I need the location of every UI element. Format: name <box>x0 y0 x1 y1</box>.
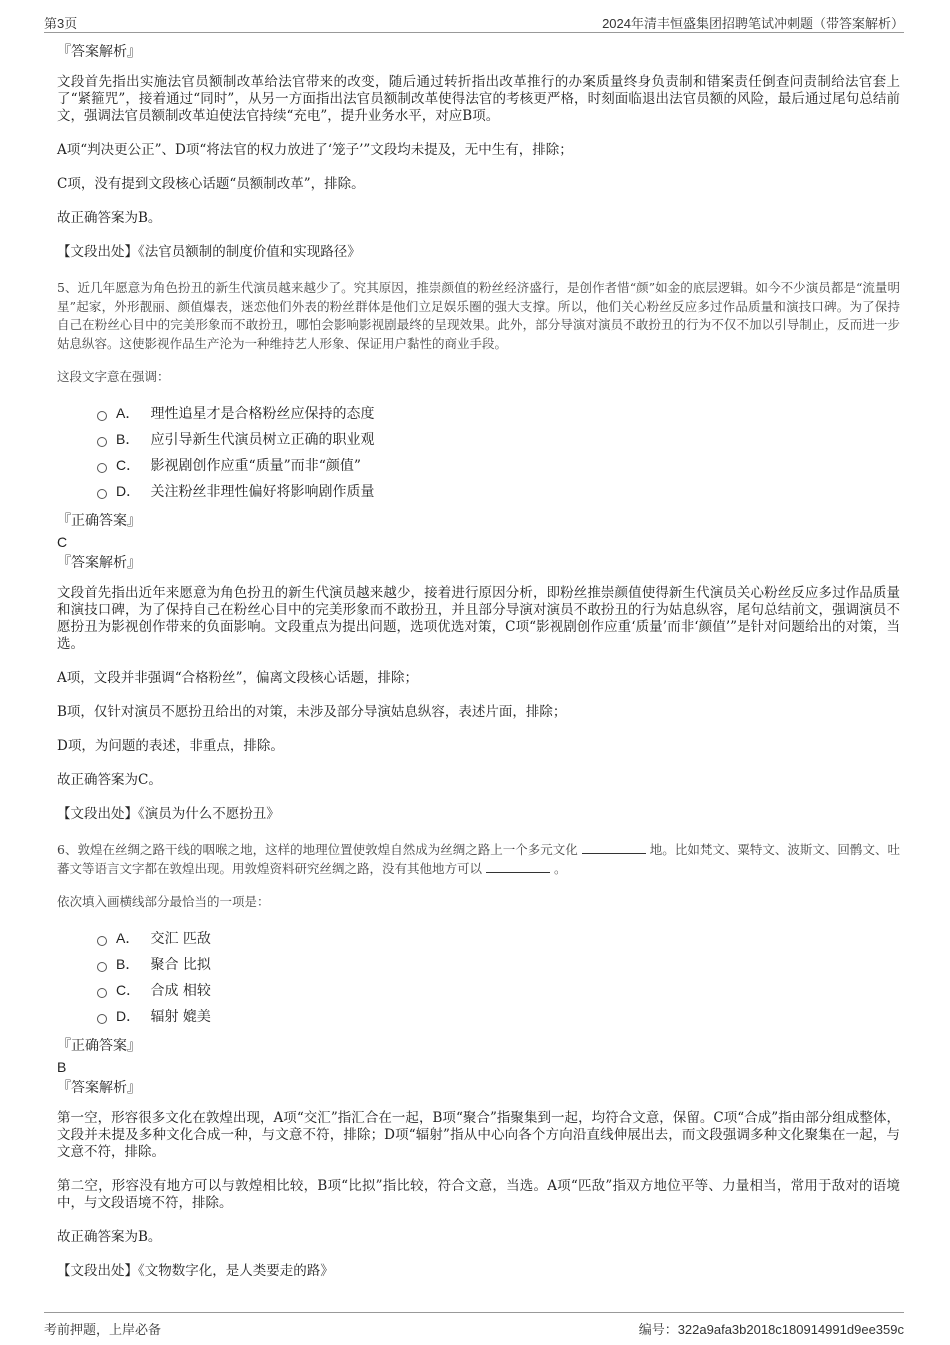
analysis-label: 『答案解析』 <box>57 44 141 60</box>
option-a[interactable] <box>97 403 900 429</box>
passage-source: 【文段出处】《文物数字化，是人类要走的路》 <box>57 1263 334 1279</box>
analysis-paragraph: 文段首先指出近年来愿意为角色扮丑的新生代演员越来越少，接着进行原因分析，即粉丝推崇颜值使得新生代演员关心粉丝反应多过作品质量和演技口碑，为了保持自己在粉丝心目中的完美形象而不敢扮丑，并且部分导演对演员不敢扮丑的行为姑息纵容，尾句总结前文，强调演员不愿扮丑为影视创作带来的负面影响。文段重点为提出问题，选项优选对策，C项“影视剧创作应重‘质量’而非‘颜值’”是针对问题给出的对策，当选。 <box>57 585 900 652</box>
option-b[interactable] <box>97 954 900 980</box>
option-text: 影视剧创作应重“质量”而非“颜值” <box>150 458 362 474</box>
passage-source: 【文段出处】《法官员额制的制度价值和实现路径》 <box>57 244 361 260</box>
fill-blank-1 <box>582 841 646 854</box>
question-5-stem: 5、近几年愿意为角色扮丑的新生代演员越来越少了。究其原因，推崇颜值的粉丝经济盛行，是创作者惜“颜”如金的底层逻辑。如今不少演员都是“流量明星”起家，外形靓丽、颜值爆表，迷恋他们外表的粉丝群体是他们立足娱乐圈的强大支撑。所以，他们关心粉丝反应多过作品质量和演技口碑。为了保持自己在粉丝心目中的完美形象而不敢扮丑，哪怕会影响影视剧最终的呈现效果。此外，部分导演对演员不敢扮丑的行为不仅不加以引导制止，反而进一步姑息纵容。这使影视作品生产沦为一种维持艺人形象、保证用户黏性的商业手段。 <box>57 280 900 351</box>
option-b[interactable] <box>97 429 900 455</box>
analysis-paragraph: A项，文段并非强调“合格粉丝”，偏离文段核心话题，排除； <box>57 670 419 686</box>
analysis-paragraph: B项，仅针对演员不愿扮丑给出的对策，未涉及部分导演姑息纵容，表述片面，排除； <box>57 704 567 720</box>
radio-button-icon[interactable] <box>97 463 107 473</box>
analysis-paragraph: 第二空，形容没有地方可以与敦煌相比较，B项“比拟”指比较，符合文意，当选。A项“匹敌”指双方地位平等、力量相当，常用于敌对的语境中，与文段语境不符，排除。 <box>57 1178 900 1211</box>
option-c[interactable] <box>97 455 900 481</box>
option-text: 辐射 媲美 <box>150 1009 211 1025</box>
analysis-label: 『答案解析』 <box>57 555 141 571</box>
option-letter: C． <box>116 457 141 473</box>
option-letter: A． <box>116 405 140 421</box>
option-text: 聚合 比拟 <box>150 957 211 973</box>
analysis-paragraph: A项“判决更公正”、D项“将法官的权力放进了‘笼子’”文段均未提及，无中生有，排除； <box>57 142 573 158</box>
radio-button-icon[interactable] <box>97 936 107 946</box>
option-text: 交汇 匹敌 <box>150 931 211 947</box>
correct-answer-label: 『正确答案』 <box>57 513 141 529</box>
option-letter: D． <box>116 483 141 499</box>
radio-button-icon[interactable] <box>97 962 107 972</box>
radio-button-icon[interactable] <box>97 437 107 447</box>
correct-answer: C <box>57 534 68 550</box>
option-d[interactable] <box>97 481 900 507</box>
analysis-paragraph: 文段首先指出实施法官员额制改革给法官带来的改变，随后通过转折指出改革推行的办案质量终身负责制和错案责任倒查问责制给法官套上了“紧箍咒”，接着通过“同时”，从另一方面指出法官员额制改革使得法官的考核更严格，时刻面临退出法官员额的风险，最后通过尾句总结前文，强调法官员额制改革迫使法官持续“充电”，提升业务水平，对应B项。 <box>57 74 900 124</box>
option-c[interactable] <box>97 980 900 1006</box>
option-text: 应引导新生代演员树立正确的职业观 <box>150 432 375 448</box>
analysis-conclusion: 故正确答案为C。 <box>57 772 162 788</box>
analysis-conclusion: 故正确答案为B。 <box>57 210 162 226</box>
option-letter: A． <box>116 930 140 946</box>
option-text: 合成 相较 <box>150 983 211 999</box>
option-letter: C． <box>116 982 141 998</box>
analysis-label: 『答案解析』 <box>57 1080 141 1096</box>
option-letter: D． <box>116 1008 141 1024</box>
page-number: 第3页 <box>44 16 78 31</box>
fill-blank-2 <box>486 860 550 873</box>
page-footer <box>44 1312 904 1339</box>
analysis-paragraph: C项，没有提到文段核心话题“员额制改革”，排除。 <box>57 176 365 192</box>
document-body <box>57 42 900 1298</box>
document-id: 编号：322a9afa3b2018c180914991d9ee359c <box>638 1322 904 1337</box>
option-text: 理性追星才是合格粉丝应保持的态度 <box>150 406 375 422</box>
document-title: 2024年清丰恒盛集团招聘笔试冲刺题（带答案解析） <box>602 16 904 31</box>
radio-button-icon[interactable] <box>97 988 107 998</box>
analysis-paragraph: 第一空，形容很多文化在敦煌出现，A项“交汇”指汇合在一起，B项“聚合”指聚集到一起，均符合文意，保留。C项“合成”指由部分组成整体，文段并未提及多种文化合成一种，与文意不符，排除；D项“辐射”指从中心向各个方向沿直线伸展出去，而文段强调多种文化聚集在一起，与文意不符，排除。 <box>57 1110 900 1160</box>
page-header <box>44 10 904 33</box>
question-6-prompt: 依次填入画横线部分最恰当的一项是： <box>57 894 270 909</box>
option-letter: B． <box>116 431 140 447</box>
option-a[interactable] <box>97 928 900 954</box>
option-d[interactable] <box>97 1006 900 1032</box>
radio-button-icon[interactable] <box>97 489 107 499</box>
question-6-options <box>97 928 900 1032</box>
correct-answer-label: 『正确答案』 <box>57 1038 141 1054</box>
analysis-conclusion: 故正确答案为B。 <box>57 1229 162 1245</box>
radio-button-icon[interactable] <box>97 1014 107 1024</box>
analysis-paragraph: D项，为问题的表述，非重点，排除。 <box>57 738 284 754</box>
radio-button-icon[interactable] <box>97 411 107 421</box>
question-5-options <box>97 403 900 507</box>
correct-answer: B <box>57 1059 67 1075</box>
footer-slogan: 考前押题，上岸必备 <box>44 1322 162 1337</box>
option-letter: B． <box>116 956 140 972</box>
passage-source: 【文段出处】《演员为什么不愿扮丑》 <box>57 806 280 822</box>
question-6-stem: 6、敦煌在丝绸之路干线的咽喉之地，这样的地理位置使敦煌自然成为丝绸之路上一个多元文化 地。比如梵文、粟特文、波斯文、回鹘文、吐蕃文等语言文字都在敦煌出现。用敦煌资料研究丝绸之路，没有其他地方可以 。 <box>57 842 900 876</box>
question-5-prompt: 这段文字意在强调： <box>57 369 170 384</box>
option-text: 关注粉丝非理性偏好将影响剧作质量 <box>150 484 375 500</box>
